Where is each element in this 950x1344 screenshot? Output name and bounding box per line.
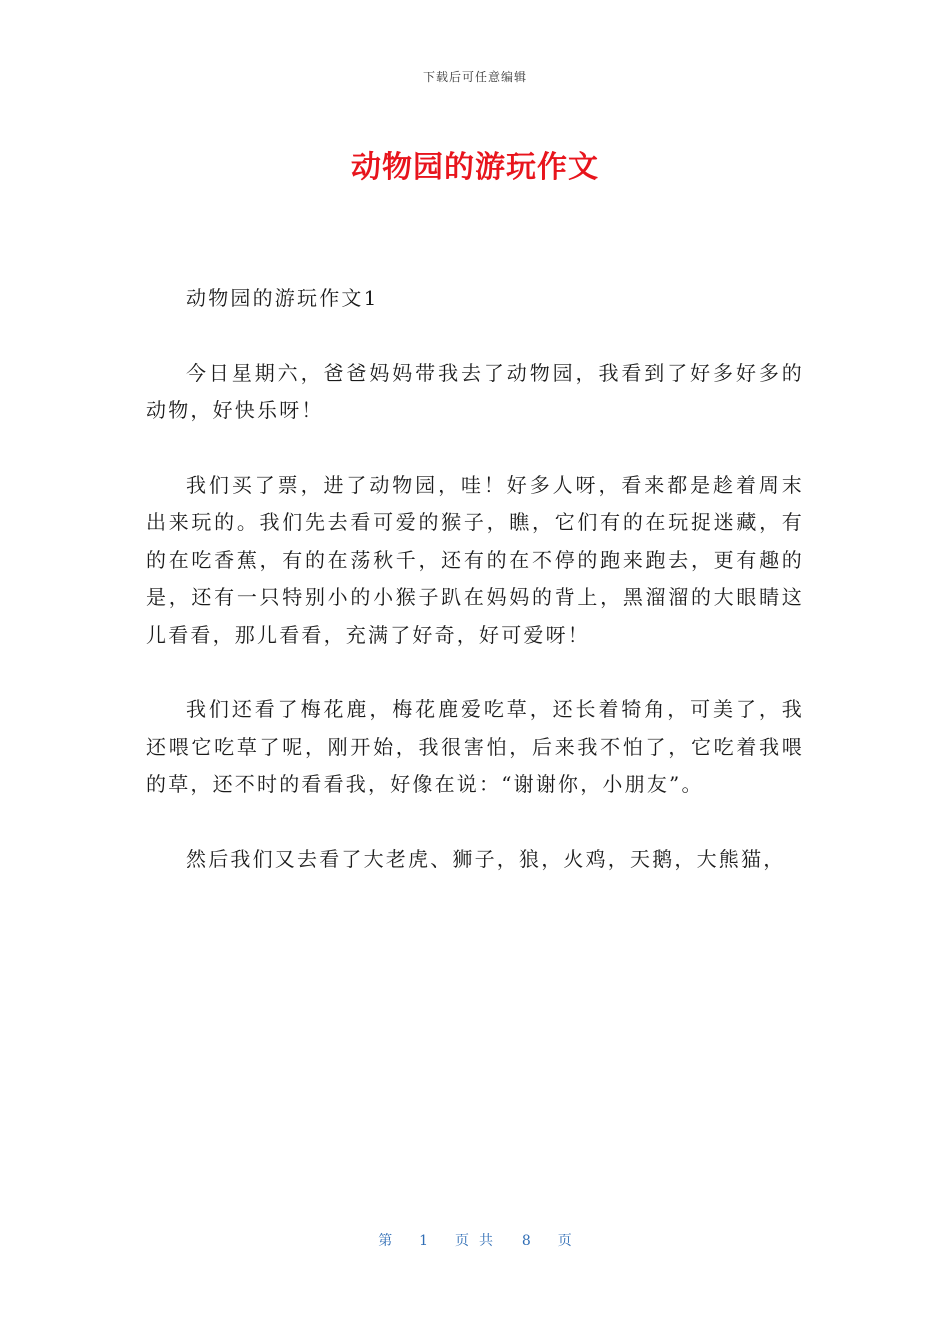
page-prefix: 第: [378, 1233, 393, 1249]
paragraph: 我们买了票，进了动物园，哇！好多人呀，看来都是趁着周末出来玩的。我们先去看可爱的猴子，瞧，它们有的在玩捉迷藏，有的在吃香蕉，有的在荡秋千，还有的在不停的跑来跑去，更有趣的是，还有一只特别小的小猴子趴在妈妈的背上，黑溜溜的大眼睛这儿看看，那儿看看，充满了好奇，好可爱呀！: [146, 473, 804, 647]
page-total: 8: [521, 1233, 531, 1249]
document-title: 动物园的游玩作文: [351, 150, 599, 185]
header-note: 下载后可任意编辑: [422, 70, 527, 84]
page-mid: 页共: [455, 1233, 503, 1249]
paragraph-heading: 动物园的游玩作文1: [186, 286, 379, 310]
paragraph: 我们还看了梅花鹿，梅花鹿爱吃草，还长着犄角，可美了，我还喂它吃草了呢，刚开始，我很害怕，后来我不怕了，它吃着我喂的草，还不时的看看我，好像在说：“谢谢你，小朋友”。: [146, 697, 804, 797]
paragraph: 然后我们又去看了大老虎、狮子，狼，火鸡，天鹅，大熊猫，: [186, 847, 786, 872]
paragraph: 今日星期六，爸爸妈妈带我去了动物园，我看到了好多好多的动物，好快乐呀！: [146, 360, 804, 423]
page-current: 1: [419, 1233, 429, 1249]
page-suffix: 页: [557, 1233, 572, 1249]
document-body: [146, 280, 804, 916]
page-footer: [0, 1230, 950, 1250]
